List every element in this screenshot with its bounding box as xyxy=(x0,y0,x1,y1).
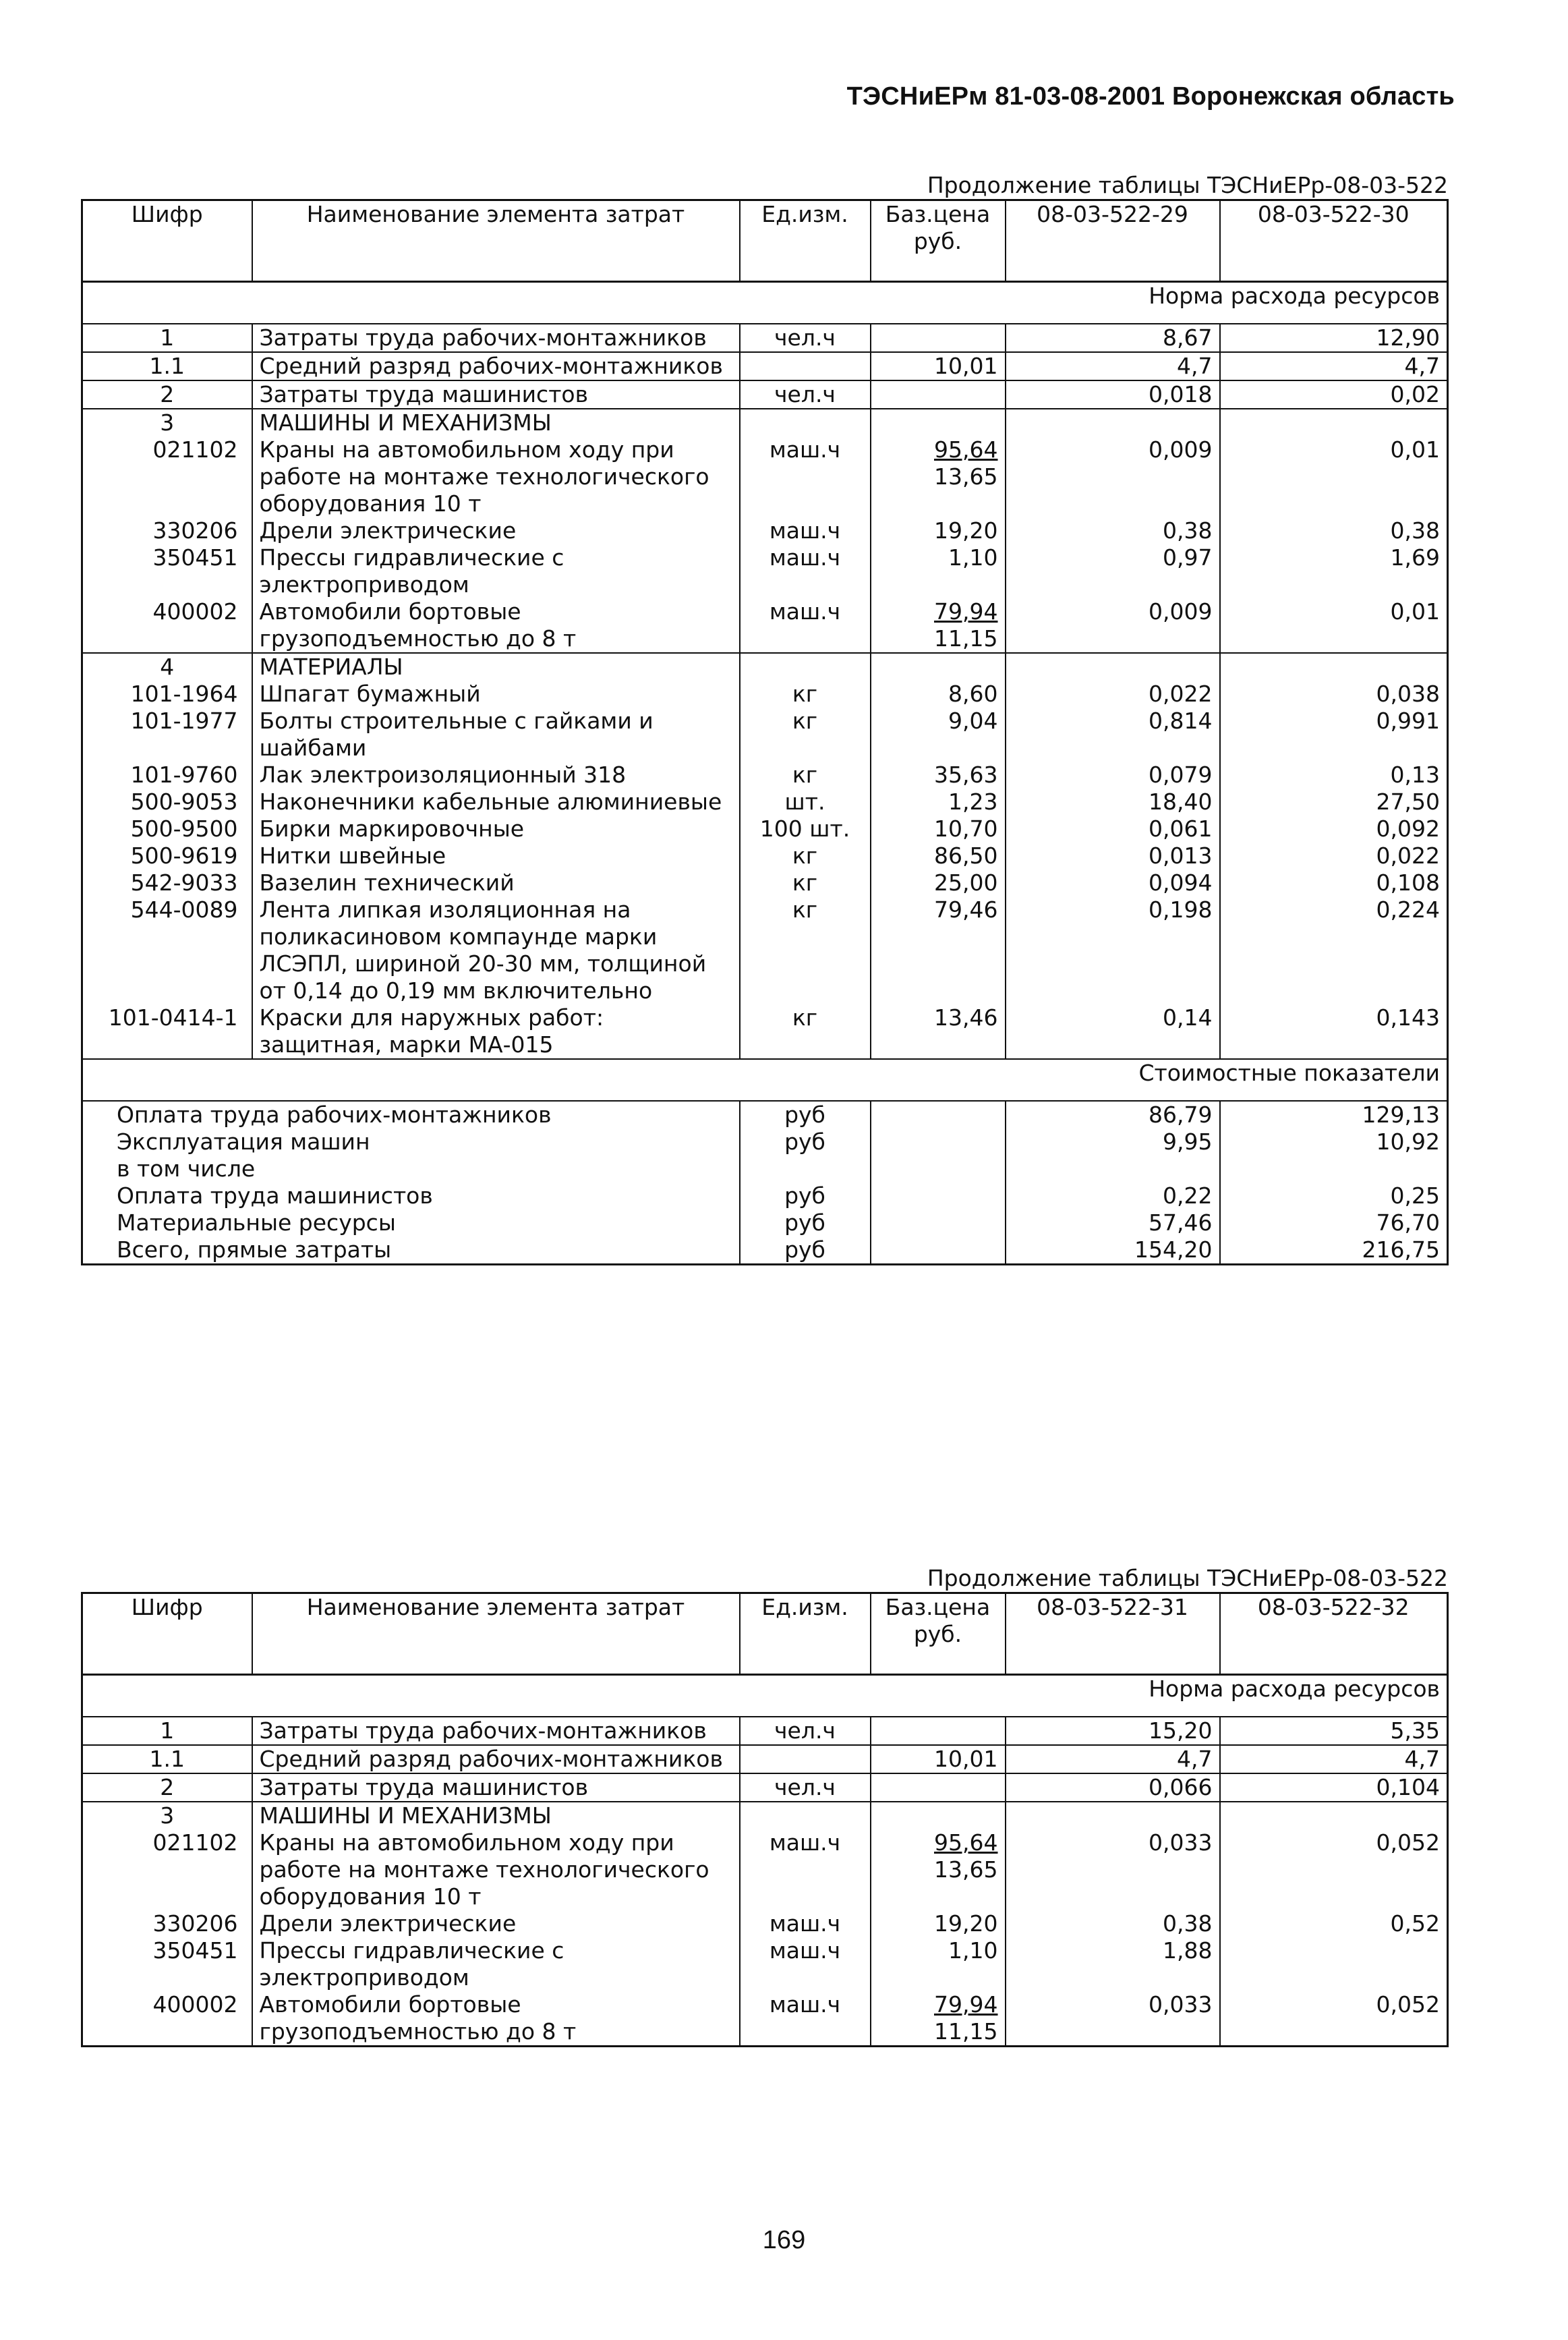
cell-name: Дрели электрические xyxy=(252,1910,740,1937)
cell-code: 101-9760 xyxy=(82,762,252,789)
table-row xyxy=(82,324,1448,352)
cell-price xyxy=(871,816,1006,843)
cell-unit: маш.ч xyxy=(740,1910,871,1937)
price-value: 95,64 xyxy=(934,436,998,463)
price-machinist-value: 11,15 xyxy=(934,2018,998,2045)
col-header-price: Баз.цена руб. xyxy=(871,1593,1006,1675)
cell-name: Автомобили бортовые грузоподъемностью до 8 т xyxy=(252,1991,740,2047)
cell-code: 101-0414-1 xyxy=(82,1004,252,1059)
cell-price xyxy=(871,598,1006,653)
cell-price xyxy=(871,1829,1006,1910)
cell-v2: 4,7 xyxy=(1404,353,1440,379)
cost-price xyxy=(871,1182,1006,1209)
cell-v2: 0,991 xyxy=(1376,708,1440,734)
table-row xyxy=(82,762,1448,789)
cell-v2: 5,35 xyxy=(1390,1717,1440,1744)
table-row xyxy=(82,869,1448,896)
cell-unit: маш.ч xyxy=(740,544,871,598)
cell-name: МАТЕРИАЛЫ xyxy=(252,653,740,681)
cell-v2: 0,01 xyxy=(1390,436,1440,463)
cell-unit xyxy=(740,1802,871,1829)
cell-price xyxy=(871,1991,1006,2047)
cell-code: 400002 xyxy=(82,598,252,653)
table-caption: Продолжение таблицы ТЭСНиЕРр-08-03-522 xyxy=(927,172,1448,198)
cell-code: 400002 xyxy=(82,1991,252,2047)
cell-name: Лак электроизоляционный 318 xyxy=(252,762,740,789)
cell-code: 542-9033 xyxy=(82,869,252,896)
price-value: 1,10 xyxy=(948,544,998,571)
cell-price xyxy=(871,1802,1006,1829)
cell-unit: маш.ч xyxy=(740,598,871,653)
cell-code: 1.1 xyxy=(82,352,252,380)
price-value: 79,46 xyxy=(934,896,998,923)
cost-price xyxy=(871,1155,1006,1182)
table-row xyxy=(82,1937,1448,1991)
cost-unit: руб xyxy=(740,1236,871,1265)
cell-name: Дрели электрические xyxy=(252,517,740,544)
cell-v1: 0,022 xyxy=(1006,681,1220,708)
cost-v2: 0,25 xyxy=(1390,1182,1440,1209)
cost-row xyxy=(82,1129,1448,1155)
cost-row-label: Материальные ресурсы xyxy=(82,1209,740,1236)
cell-price xyxy=(871,789,1006,816)
cost-price xyxy=(871,1101,1006,1129)
norm-label: Норма расхода ресурсов xyxy=(1149,283,1440,309)
cell-unit xyxy=(740,352,871,380)
price-value: 35,63 xyxy=(934,762,998,788)
cell-unit xyxy=(740,409,871,436)
price-machinist-value: 11,15 xyxy=(934,625,998,652)
price-value: 25,00 xyxy=(934,869,998,896)
price-machinist-value: 13,65 xyxy=(934,463,998,490)
price-value: 19,20 xyxy=(934,517,998,544)
cell-unit: чел.ч xyxy=(740,1773,871,1802)
resource-table xyxy=(81,199,1449,1265)
table-row xyxy=(82,436,1448,517)
col-header-unit: Ед.изм. xyxy=(740,200,871,282)
cell-name: Средний разряд рабочих-монтажников xyxy=(252,1745,740,1773)
page-number: 169 xyxy=(762,2226,806,2254)
cell-v2: 0,038 xyxy=(1376,681,1440,707)
cell-unit: маш.ч xyxy=(740,1829,871,1910)
cost-unit: руб xyxy=(740,1129,871,1155)
table-row xyxy=(82,1745,1448,1773)
cell-name: МАШИНЫ И МЕХАНИЗМЫ xyxy=(252,1802,740,1829)
cell-v1 xyxy=(1006,1802,1220,1829)
cost-v2: 10,92 xyxy=(1376,1129,1440,1155)
cell-v2: 0,108 xyxy=(1376,869,1440,896)
cell-name: Лента липкая изоляционная на поликасиновом компаунде марки ЛСЭПЛ, шириной 20-30 мм, толщиной от 0,14 до 0,19 мм включительно xyxy=(252,896,740,1004)
col-header-name: Наименование элемента затрат xyxy=(252,1593,740,1675)
cell-name: Прессы гидравлические с электроприводом xyxy=(252,544,740,598)
cell-v1: 0,033 xyxy=(1006,1991,1220,2047)
cell-price xyxy=(871,843,1006,869)
col-header-v1: 08-03-522-29 xyxy=(1006,200,1220,282)
cell-v1: 0,198 xyxy=(1006,896,1220,1004)
cell-v1: 18,40 xyxy=(1006,789,1220,816)
cell-code: 3 xyxy=(82,1802,252,1829)
cell-v2: 0,52 xyxy=(1390,1910,1440,1937)
cell-unit xyxy=(740,1745,871,1773)
cell-unit: чел.ч xyxy=(740,380,871,409)
table-row xyxy=(82,517,1448,544)
cell-v2: 0,022 xyxy=(1376,843,1440,869)
cell-v2 xyxy=(1220,1802,1448,1829)
cell-v1: 0,97 xyxy=(1006,544,1220,598)
cell-name: Краски для наружных работ: защитная, марки МА-015 xyxy=(252,1004,740,1059)
col-header-v1: 08-03-522-31 xyxy=(1006,1593,1220,1675)
cell-code: 330206 xyxy=(82,517,252,544)
table-row xyxy=(82,1717,1448,1745)
table-caption: Продолжение таблицы ТЭСНиЕРр-08-03-522 xyxy=(927,1565,1448,1591)
cell-v2: 0,02 xyxy=(1390,381,1440,407)
cost-unit xyxy=(740,1155,871,1182)
price-value: 95,64 xyxy=(934,1829,998,1856)
price-value: 10,70 xyxy=(934,816,998,842)
norm-label-row xyxy=(82,282,1448,324)
cell-v1 xyxy=(1006,653,1220,681)
price-value: 19,20 xyxy=(934,1910,998,1937)
table-row xyxy=(82,843,1448,869)
cell-name: Автомобили бортовые грузоподъемностью до 8 т xyxy=(252,598,740,653)
document-header: ТЭСНиЕРм 81-03-08-2001 Воронежская область xyxy=(846,82,1455,111)
price-value: 86,50 xyxy=(934,843,998,869)
cell-v1: 0,013 xyxy=(1006,843,1220,869)
cost-row xyxy=(82,1182,1448,1209)
cost-price xyxy=(871,1236,1006,1265)
section-row xyxy=(82,409,1448,436)
resource-table xyxy=(81,1592,1449,2047)
table-row xyxy=(82,708,1448,762)
table-row xyxy=(82,789,1448,816)
table-row xyxy=(82,1991,1448,2047)
price-machinist-value: 13,65 xyxy=(934,1856,998,1883)
table-row xyxy=(82,681,1448,708)
cell-price xyxy=(871,1004,1006,1059)
cell-unit: кг xyxy=(740,681,871,708)
cell-v1: 0,061 xyxy=(1006,816,1220,843)
cell-price xyxy=(871,517,1006,544)
cell-name: Затраты труда машинистов xyxy=(252,1773,740,1802)
cell-v1: 0,009 xyxy=(1006,598,1220,653)
price-value: 1,23 xyxy=(948,789,998,815)
table-row xyxy=(82,896,1448,1004)
section-row xyxy=(82,1802,1448,1829)
cell-unit: шт. xyxy=(740,789,871,816)
cost-price xyxy=(871,1129,1006,1155)
cell-price xyxy=(871,409,1006,436)
cell-name: Затраты труда машинистов xyxy=(252,380,740,409)
table-row xyxy=(82,380,1448,409)
cell-code: 3 xyxy=(82,409,252,436)
cell-v2: 0,052 xyxy=(1376,1991,1440,2018)
cell-v2: 0,224 xyxy=(1376,896,1440,923)
price-value: 10,01 xyxy=(934,353,998,379)
cell-unit: кг xyxy=(740,708,871,762)
cost-label-row xyxy=(82,1059,1448,1101)
col-header-unit: Ед.изм. xyxy=(740,1593,871,1675)
cost-v1: 154,20 xyxy=(1006,1236,1220,1265)
cost-row-label: Всего, прямые затраты xyxy=(82,1236,740,1265)
cell-code: 350451 xyxy=(82,544,252,598)
cell-name: Затраты труда рабочих-монтажников xyxy=(252,1717,740,1745)
cost-v2: 76,70 xyxy=(1376,1209,1440,1236)
cell-price xyxy=(871,1910,1006,1937)
cost-v2: 216,75 xyxy=(1362,1236,1440,1263)
table-row xyxy=(82,544,1448,598)
cell-price xyxy=(871,1773,1006,1802)
cell-unit: кг xyxy=(740,762,871,789)
norm-label-row xyxy=(82,1675,1448,1717)
cell-price xyxy=(871,1745,1006,1773)
cell-code: 544-0089 xyxy=(82,896,252,1004)
cell-code: 1 xyxy=(82,324,252,352)
cell-unit: кг xyxy=(740,1004,871,1059)
cell-v2: 0,104 xyxy=(1376,1774,1440,1800)
cost-row-label: Оплата труда рабочих-монтажников xyxy=(82,1101,740,1129)
cost-v1: 9,95 xyxy=(1006,1129,1220,1155)
cell-unit: маш.ч xyxy=(740,1991,871,2047)
cell-unit: кг xyxy=(740,896,871,1004)
cell-name: Краны на автомобильном ходу при работе на монтаже технологического оборудования 10 т xyxy=(252,436,740,517)
cell-v2: 0,052 xyxy=(1376,1829,1440,1856)
cell-name: Краны на автомобильном ходу при работе на монтаже технологического оборудования 10 т xyxy=(252,1829,740,1910)
cell-v1: 15,20 xyxy=(1006,1717,1220,1745)
price-value: 79,94 xyxy=(934,1991,998,2018)
cell-unit: 100 шт. xyxy=(740,816,871,843)
cell-name: МАШИНЫ И МЕХАНИЗМЫ xyxy=(252,409,740,436)
cell-name: Болты строительные с гайками и шайбами xyxy=(252,708,740,762)
cell-v2: 0,092 xyxy=(1376,816,1440,842)
cell-code: 021102 xyxy=(82,1829,252,1910)
cell-code: 350451 xyxy=(82,1937,252,1991)
cell-code: 1 xyxy=(82,1717,252,1745)
cell-code: 1.1 xyxy=(82,1745,252,1773)
col-header-name: Наименование элемента затрат xyxy=(252,200,740,282)
cell-price xyxy=(871,762,1006,789)
table-row xyxy=(82,1910,1448,1937)
cost-unit: руб xyxy=(740,1101,871,1129)
cell-name: Прессы гидравлические с электроприводом xyxy=(252,1937,740,1991)
cell-v1: 0,38 xyxy=(1006,1910,1220,1937)
cost-unit: руб xyxy=(740,1209,871,1236)
cell-code: 500-9053 xyxy=(82,789,252,816)
section-row xyxy=(82,653,1448,681)
cell-price xyxy=(871,1937,1006,1991)
cell-price xyxy=(871,436,1006,517)
cell-price xyxy=(871,896,1006,1004)
cell-v2: 0,13 xyxy=(1390,762,1440,788)
cell-unit: маш.ч xyxy=(740,436,871,517)
cell-code: 4 xyxy=(82,653,252,681)
cell-price xyxy=(871,380,1006,409)
cost-v1: 86,79 xyxy=(1006,1101,1220,1129)
cell-code: 2 xyxy=(82,380,252,409)
cost-row-label: Оплата труда машинистов xyxy=(82,1182,740,1209)
cost-v2 xyxy=(1220,1155,1448,1182)
cell-unit: чел.ч xyxy=(740,1717,871,1745)
table-row xyxy=(82,1004,1448,1059)
cell-unit: маш.ч xyxy=(740,1937,871,1991)
cell-v1: 4,7 xyxy=(1006,1745,1220,1773)
cost-v1: 0,22 xyxy=(1006,1182,1220,1209)
cell-unit: чел.ч xyxy=(740,324,871,352)
cell-price xyxy=(871,681,1006,708)
cell-code: 021102 xyxy=(82,436,252,517)
cost-label: Стоимостные показатели xyxy=(1138,1060,1440,1086)
cell-name: Средний разряд рабочих-монтажников xyxy=(252,352,740,380)
cell-price xyxy=(871,708,1006,762)
cost-row xyxy=(82,1209,1448,1236)
cell-code: 2 xyxy=(82,1773,252,1802)
cost-row-label: в том числе xyxy=(82,1155,740,1182)
cell-price xyxy=(871,324,1006,352)
cell-v1: 0,14 xyxy=(1006,1004,1220,1059)
cell-name: Бирки маркировочные xyxy=(252,816,740,843)
cell-unit xyxy=(740,653,871,681)
table-row xyxy=(82,1829,1448,1910)
cell-v1 xyxy=(1006,409,1220,436)
cell-v1: 1,88 xyxy=(1006,1937,1220,1991)
cost-v2: 129,13 xyxy=(1362,1102,1440,1128)
cell-price xyxy=(871,352,1006,380)
cell-v1: 4,7 xyxy=(1006,352,1220,380)
cell-name: Нитки швейные xyxy=(252,843,740,869)
cost-v1 xyxy=(1006,1155,1220,1182)
cell-v1: 0,38 xyxy=(1006,517,1220,544)
cost-price xyxy=(871,1209,1006,1236)
cost-row xyxy=(82,1101,1448,1129)
cell-v2: 0,38 xyxy=(1390,517,1440,544)
cell-v1: 0,094 xyxy=(1006,869,1220,896)
col-header-v2: 08-03-522-32 xyxy=(1220,1593,1448,1675)
cell-v2: 0,01 xyxy=(1390,598,1440,625)
cell-v2: 0,143 xyxy=(1376,1004,1440,1031)
col-header-price: Баз.цена руб. xyxy=(871,200,1006,282)
table-row xyxy=(82,1773,1448,1802)
price-value: 13,46 xyxy=(934,1004,998,1031)
cell-unit: маш.ч xyxy=(740,517,871,544)
col-header-v2: 08-03-522-30 xyxy=(1220,200,1448,282)
cost-unit: руб xyxy=(740,1182,871,1209)
cell-v2 xyxy=(1220,1937,1448,1991)
price-value: 8,60 xyxy=(948,681,998,707)
cell-code: 330206 xyxy=(82,1910,252,1937)
cell-v2: 27,50 xyxy=(1376,789,1440,815)
cell-price xyxy=(871,544,1006,598)
table-row xyxy=(82,816,1448,843)
table-row xyxy=(82,352,1448,380)
cell-v1: 0,079 xyxy=(1006,762,1220,789)
cell-unit: кг xyxy=(740,843,871,869)
cell-v1: 0,814 xyxy=(1006,708,1220,762)
cell-name: Наконечники кабельные алюминиевые xyxy=(252,789,740,816)
price-value: 10,01 xyxy=(934,1746,998,1772)
cell-v2: 4,7 xyxy=(1404,1746,1440,1772)
cell-name: Шпагат бумажный xyxy=(252,681,740,708)
price-value: 9,04 xyxy=(948,708,998,734)
cell-code: 101-1964 xyxy=(82,681,252,708)
cell-v1: 0,066 xyxy=(1006,1773,1220,1802)
cell-name: Затраты труда рабочих-монтажников xyxy=(252,324,740,352)
cell-code: 101-1977 xyxy=(82,708,252,762)
col-header-code: Шифр xyxy=(82,1593,252,1675)
cell-name: Вазелин технический xyxy=(252,869,740,896)
norm-label: Норма расхода ресурсов xyxy=(1149,1676,1440,1702)
cell-unit: кг xyxy=(740,869,871,896)
cell-v1: 0,018 xyxy=(1006,380,1220,409)
cell-v2: 1,69 xyxy=(1390,544,1440,571)
cell-v1: 0,009 xyxy=(1006,436,1220,517)
cost-row xyxy=(82,1236,1448,1265)
cell-v1: 0,033 xyxy=(1006,1829,1220,1910)
price-value: 1,10 xyxy=(948,1937,998,1964)
cell-v1: 8,67 xyxy=(1006,324,1220,352)
table-row xyxy=(82,598,1448,653)
price-value: 79,94 xyxy=(934,598,998,625)
cost-row-label: Эксплуатация машин xyxy=(82,1129,740,1155)
cell-v2: 12,90 xyxy=(1376,324,1440,351)
cost-v1: 57,46 xyxy=(1006,1209,1220,1236)
cell-v2 xyxy=(1220,653,1448,681)
col-header-code: Шифр xyxy=(82,200,252,282)
cell-v2 xyxy=(1220,409,1448,436)
cell-price xyxy=(871,653,1006,681)
cell-price xyxy=(871,869,1006,896)
cell-code: 500-9500 xyxy=(82,816,252,843)
cost-row xyxy=(82,1155,1448,1182)
cell-code: 500-9619 xyxy=(82,843,252,869)
cell-price xyxy=(871,1717,1006,1745)
